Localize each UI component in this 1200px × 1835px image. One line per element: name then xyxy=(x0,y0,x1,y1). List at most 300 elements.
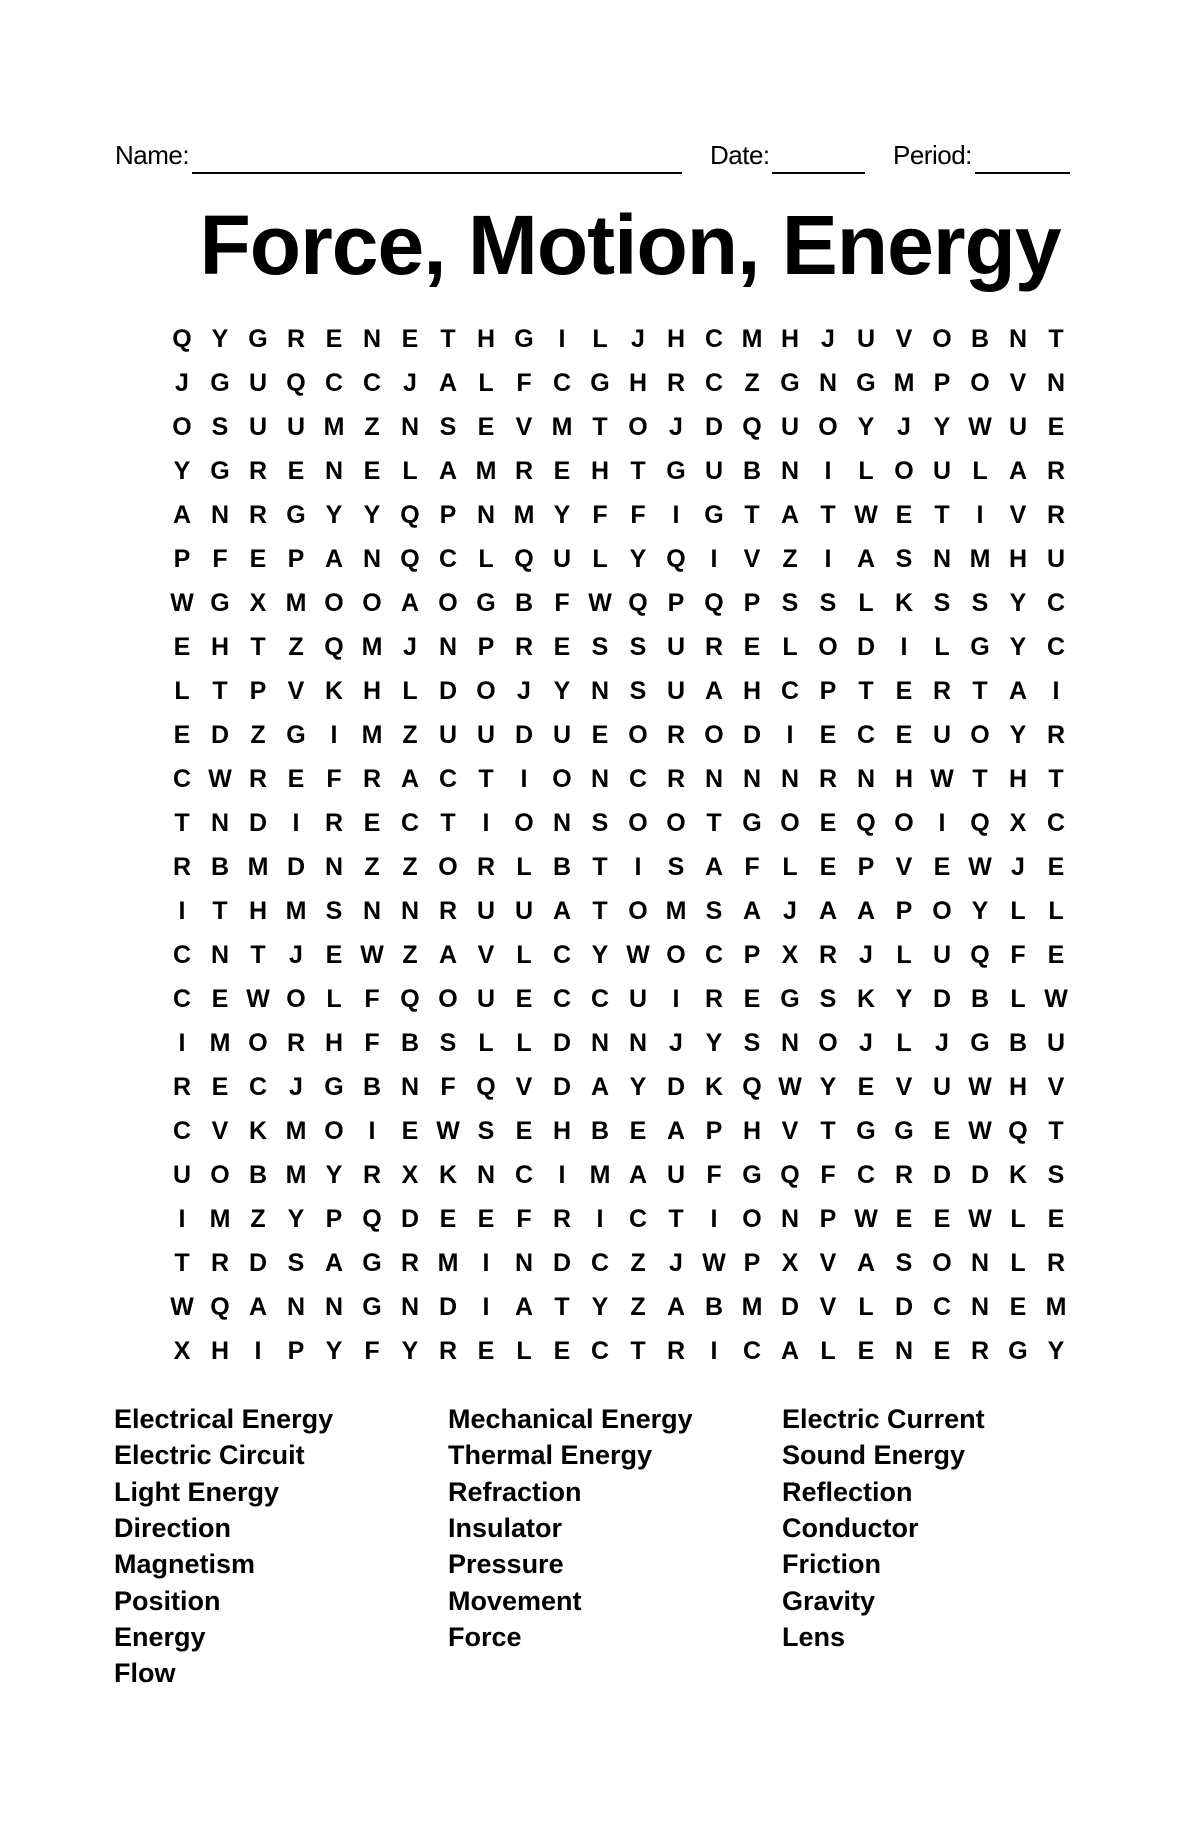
grid-letter[interactable]: R xyxy=(704,633,724,661)
grid-letter[interactable]: S xyxy=(667,853,685,881)
grid-letter[interactable]: F xyxy=(212,545,228,573)
grid-letter[interactable]: C xyxy=(172,985,192,1013)
grid-letter[interactable]: Y xyxy=(629,1073,647,1101)
grid-letter[interactable]: O xyxy=(514,809,534,837)
grid-letter[interactable]: S xyxy=(933,589,951,617)
grid-letter[interactable]: C xyxy=(856,1161,876,1189)
grid-letter[interactable]: O xyxy=(552,765,572,793)
grid-letter[interactable]: P xyxy=(819,1205,837,1233)
grid-letter[interactable]: D xyxy=(932,1161,952,1189)
grid-letter[interactable]: F xyxy=(440,1073,456,1101)
grid-letter[interactable]: M xyxy=(741,1293,763,1321)
grid-letter[interactable]: H xyxy=(210,1337,230,1365)
grid-letter[interactable]: J xyxy=(289,1073,303,1101)
grid-letter[interactable]: J xyxy=(669,1029,683,1057)
grid-letter[interactable]: G xyxy=(210,589,230,617)
grid-letter[interactable]: E xyxy=(819,721,837,749)
grid-letter[interactable]: H xyxy=(742,677,762,705)
grid-letter[interactable]: F xyxy=(364,985,380,1013)
grid-letter[interactable]: M xyxy=(247,853,269,881)
grid-letter[interactable]: T xyxy=(1048,1117,1064,1145)
grid-letter[interactable]: B xyxy=(248,1161,268,1189)
grid-letter[interactable]: Y xyxy=(553,501,571,529)
grid-letter[interactable]: U xyxy=(438,721,458,749)
grid-letter[interactable]: R xyxy=(970,1337,990,1365)
grid-letter[interactable]: N xyxy=(894,1337,914,1365)
grid-letter[interactable]: E xyxy=(249,545,267,573)
grid-letter[interactable]: N xyxy=(552,809,572,837)
grid-letter[interactable]: G xyxy=(856,1117,876,1145)
grid-letter[interactable]: K xyxy=(324,677,344,705)
grid-letter[interactable]: K xyxy=(1008,1161,1028,1189)
grid-letter[interactable]: T xyxy=(174,1249,190,1277)
grid-letter[interactable]: S xyxy=(629,633,647,661)
grid-letter[interactable]: P xyxy=(439,501,457,529)
grid-letter[interactable]: Y xyxy=(553,677,571,705)
grid-letter[interactable]: V xyxy=(819,1293,837,1321)
grid-letter[interactable]: N xyxy=(780,765,800,793)
grid-letter[interactable]: X xyxy=(249,589,267,617)
grid-letter[interactable]: D xyxy=(286,853,306,881)
grid-letter[interactable]: L xyxy=(858,457,874,485)
grid-letter[interactable]: N xyxy=(400,1293,420,1321)
grid-letter[interactable]: R xyxy=(248,457,268,485)
grid-letter[interactable]: A xyxy=(514,1293,534,1321)
grid-letter[interactable]: M xyxy=(969,545,991,573)
grid-letter[interactable]: G xyxy=(704,501,724,529)
grid-letter[interactable]: W xyxy=(170,589,194,617)
grid-letter[interactable]: L xyxy=(478,369,494,397)
grid-letter[interactable]: I xyxy=(672,501,680,529)
grid-letter[interactable]: R xyxy=(704,985,724,1013)
grid-letter[interactable]: N xyxy=(590,677,610,705)
grid-letter[interactable]: I xyxy=(368,1117,376,1145)
grid-letter[interactable]: W xyxy=(626,941,650,969)
grid-letter[interactable]: R xyxy=(438,897,458,925)
grid-letter[interactable]: E xyxy=(363,457,381,485)
grid-letter[interactable]: O xyxy=(666,941,686,969)
grid-letter[interactable]: C xyxy=(590,1249,610,1277)
grid-letter[interactable]: Z xyxy=(402,721,418,749)
grid-letter[interactable]: F xyxy=(554,589,570,617)
grid-letter[interactable]: O xyxy=(286,985,306,1013)
grid-letter[interactable]: U xyxy=(780,413,800,441)
grid-letter[interactable]: V xyxy=(781,1117,799,1145)
grid-letter[interactable]: E xyxy=(287,765,305,793)
grid-letter[interactable]: C xyxy=(780,677,800,705)
grid-letter[interactable]: P xyxy=(173,545,191,573)
grid-letter[interactable]: H xyxy=(780,325,800,353)
grid-letter[interactable]: Z xyxy=(630,1249,646,1277)
grid-letter[interactable]: K xyxy=(894,589,914,617)
grid-letter[interactable]: W xyxy=(968,1205,992,1233)
grid-letter[interactable]: S xyxy=(591,633,609,661)
grid-letter[interactable]: O xyxy=(438,985,458,1013)
grid-letter[interactable]: E xyxy=(401,325,419,353)
grid-letter[interactable]: I xyxy=(710,1337,718,1365)
grid-letter[interactable]: H xyxy=(248,897,268,925)
name-blank[interactable] xyxy=(192,172,682,174)
grid-letter[interactable]: E xyxy=(1047,413,1065,441)
grid-letter[interactable]: P xyxy=(819,677,837,705)
grid-letter[interactable]: Q xyxy=(400,501,420,529)
grid-letter[interactable]: T xyxy=(668,1205,684,1233)
grid-letter[interactable]: A xyxy=(552,897,572,925)
grid-letter[interactable]: O xyxy=(628,721,648,749)
grid-letter[interactable]: M xyxy=(665,897,687,925)
grid-letter[interactable]: H xyxy=(590,457,610,485)
grid-letter[interactable]: M xyxy=(589,1161,611,1189)
grid-letter[interactable]: G xyxy=(286,501,306,529)
date-blank[interactable] xyxy=(772,172,865,174)
grid-letter[interactable]: H xyxy=(666,325,686,353)
grid-letter[interactable]: H xyxy=(1008,765,1028,793)
grid-letter[interactable]: Y xyxy=(629,545,647,573)
grid-letter[interactable]: M xyxy=(741,325,763,353)
grid-letter[interactable]: C xyxy=(628,1205,648,1233)
grid-letter[interactable]: L xyxy=(896,1029,912,1057)
grid-letter[interactable]: A xyxy=(1008,677,1028,705)
grid-letter[interactable]: Q xyxy=(400,545,420,573)
grid-letter[interactable]: I xyxy=(710,1205,718,1233)
grid-letter[interactable]: I xyxy=(558,1161,566,1189)
grid-letter[interactable]: E xyxy=(743,633,761,661)
grid-letter[interactable]: O xyxy=(248,1029,268,1057)
grid-letter[interactable]: U xyxy=(172,1161,192,1189)
grid-letter[interactable]: X xyxy=(1009,809,1027,837)
grid-letter[interactable]: R xyxy=(894,1161,914,1189)
grid-letter[interactable]: E xyxy=(553,1337,571,1365)
grid-letter[interactable]: Q xyxy=(210,1293,230,1321)
grid-letter[interactable]: Z xyxy=(630,1293,646,1321)
grid-letter[interactable]: T xyxy=(212,897,228,925)
grid-letter[interactable]: V xyxy=(1047,1073,1065,1101)
grid-letter[interactable]: E xyxy=(857,1073,875,1101)
grid-letter[interactable]: E xyxy=(819,809,837,837)
grid-letter[interactable]: L xyxy=(782,633,798,661)
grid-letter[interactable]: M xyxy=(285,1161,307,1189)
grid-letter[interactable]: B xyxy=(552,853,572,881)
grid-letter[interactable]: A xyxy=(818,897,838,925)
grid-letter[interactable]: Q xyxy=(856,809,876,837)
grid-letter[interactable]: Z xyxy=(402,941,418,969)
grid-letter[interactable]: Z xyxy=(364,413,380,441)
grid-letter[interactable]: R xyxy=(818,941,838,969)
grid-letter[interactable]: R xyxy=(324,809,344,837)
grid-letter[interactable]: G xyxy=(894,1117,914,1145)
grid-letter[interactable]: L xyxy=(516,941,532,969)
grid-letter[interactable]: D xyxy=(248,809,268,837)
grid-letter[interactable]: N xyxy=(400,897,420,925)
grid-letter[interactable]: E xyxy=(895,501,913,529)
grid-letter[interactable]: G xyxy=(970,1029,990,1057)
grid-letter[interactable]: I xyxy=(634,853,642,881)
grid-letter[interactable]: J xyxy=(403,633,417,661)
grid-letter[interactable]: V xyxy=(1009,369,1027,397)
grid-letter[interactable]: W xyxy=(170,1293,194,1321)
grid-letter[interactable]: V xyxy=(287,677,305,705)
grid-letter[interactable]: R xyxy=(514,633,534,661)
grid-letter[interactable]: E xyxy=(325,325,343,353)
grid-letter[interactable]: S xyxy=(819,985,837,1013)
grid-letter[interactable]: H xyxy=(324,1029,344,1057)
grid-letter[interactable]: P xyxy=(325,1205,343,1233)
grid-letter[interactable]: C xyxy=(552,369,572,397)
grid-letter[interactable]: N xyxy=(362,897,382,925)
grid-letter[interactable]: A xyxy=(856,897,876,925)
grid-letter[interactable]: T xyxy=(630,1337,646,1365)
grid-letter[interactable]: B xyxy=(970,325,990,353)
grid-letter[interactable]: S xyxy=(591,809,609,837)
grid-letter[interactable]: D xyxy=(856,633,876,661)
grid-letter[interactable]: J xyxy=(935,1029,949,1057)
grid-letter[interactable]: G xyxy=(742,809,762,837)
grid-letter[interactable]: D xyxy=(438,677,458,705)
grid-letter[interactable]: L xyxy=(1010,1205,1026,1233)
grid-letter[interactable]: U xyxy=(1046,545,1066,573)
grid-letter[interactable]: U xyxy=(932,457,952,485)
grid-letter[interactable]: U xyxy=(628,985,648,1013)
grid-letter[interactable]: W xyxy=(360,941,384,969)
grid-letter[interactable]: Y xyxy=(173,457,191,485)
grid-letter[interactable]: T xyxy=(934,501,950,529)
grid-letter[interactable]: N xyxy=(476,501,496,529)
grid-letter[interactable]: Q xyxy=(362,1205,382,1233)
grid-letter[interactable]: Q xyxy=(628,589,648,617)
grid-letter[interactable]: E xyxy=(477,413,495,441)
grid-letter[interactable]: Z xyxy=(288,633,304,661)
grid-letter[interactable]: J xyxy=(821,325,835,353)
grid-letter[interactable]: Y xyxy=(325,1337,343,1365)
grid-letter[interactable]: T xyxy=(440,809,456,837)
grid-letter[interactable]: D xyxy=(970,1161,990,1189)
grid-letter[interactable]: Y xyxy=(591,1293,609,1321)
grid-letter[interactable]: D xyxy=(400,1205,420,1233)
grid-letter[interactable]: E xyxy=(895,1205,913,1233)
grid-letter[interactable]: O xyxy=(666,809,686,837)
grid-letter[interactable]: J xyxy=(783,897,797,925)
grid-letter[interactable]: D xyxy=(932,985,952,1013)
grid-letter[interactable]: E xyxy=(895,721,913,749)
grid-letter[interactable]: S xyxy=(819,589,837,617)
grid-letter[interactable]: R xyxy=(1046,1249,1066,1277)
grid-letter[interactable]: R xyxy=(286,325,306,353)
grid-letter[interactable]: L xyxy=(402,457,418,485)
grid-letter[interactable]: K xyxy=(248,1117,268,1145)
grid-letter[interactable]: Y xyxy=(591,941,609,969)
grid-letter[interactable]: O xyxy=(818,413,838,441)
grid-letter[interactable]: J xyxy=(669,1249,683,1277)
grid-letter[interactable]: U xyxy=(932,1073,952,1101)
grid-letter[interactable]: N xyxy=(362,325,382,353)
grid-letter[interactable]: A xyxy=(1008,457,1028,485)
grid-letter[interactable]: R xyxy=(1046,721,1066,749)
grid-letter[interactable]: F xyxy=(630,501,646,529)
grid-letter[interactable]: F xyxy=(516,1205,532,1233)
grid-letter[interactable]: I xyxy=(178,1029,186,1057)
grid-letter[interactable]: M xyxy=(551,413,573,441)
grid-letter[interactable]: V xyxy=(211,1117,229,1145)
grid-letter[interactable]: R xyxy=(172,853,192,881)
grid-letter[interactable]: W xyxy=(588,589,612,617)
grid-letter[interactable]: L xyxy=(478,1029,494,1057)
grid-letter[interactable]: N xyxy=(628,1029,648,1057)
grid-letter[interactable]: P xyxy=(705,1117,723,1145)
grid-letter[interactable]: B xyxy=(362,1073,382,1101)
grid-letter[interactable]: R xyxy=(1046,501,1066,529)
grid-letter[interactable]: S xyxy=(477,1117,495,1145)
grid-letter[interactable]: V xyxy=(477,941,495,969)
grid-letter[interactable]: I xyxy=(1052,677,1060,705)
grid-letter[interactable]: C xyxy=(324,369,344,397)
grid-letter[interactable]: C xyxy=(172,941,192,969)
grid-letter[interactable]: P xyxy=(743,589,761,617)
grid-letter[interactable]: Y xyxy=(325,501,343,529)
grid-letter[interactable]: G xyxy=(666,457,686,485)
grid-letter[interactable]: I xyxy=(976,501,984,529)
grid-letter[interactable]: N xyxy=(362,545,382,573)
grid-letter[interactable]: I xyxy=(824,457,832,485)
grid-letter[interactable]: L xyxy=(934,633,950,661)
grid-letter[interactable]: S xyxy=(439,1029,457,1057)
grid-letter[interactable]: C xyxy=(628,765,648,793)
grid-letter[interactable]: V xyxy=(1009,501,1027,529)
grid-letter[interactable]: O xyxy=(818,1029,838,1057)
grid-letter[interactable]: I xyxy=(558,325,566,353)
grid-letter[interactable]: W xyxy=(1044,985,1068,1013)
grid-letter[interactable]: M xyxy=(285,897,307,925)
grid-letter[interactable]: A xyxy=(438,941,458,969)
grid-letter[interactable]: L xyxy=(1048,897,1064,925)
grid-letter[interactable]: R xyxy=(514,457,534,485)
grid-letter[interactable]: R xyxy=(1046,457,1066,485)
grid-letter[interactable]: S xyxy=(1047,1161,1065,1189)
grid-letter[interactable]: Y xyxy=(1009,633,1027,661)
grid-letter[interactable]: U xyxy=(248,413,268,441)
grid-letter[interactable]: O xyxy=(628,413,648,441)
grid-letter[interactable]: L xyxy=(516,1029,532,1057)
grid-letter[interactable]: N xyxy=(438,633,458,661)
grid-letter[interactable]: H xyxy=(1008,1073,1028,1101)
grid-letter[interactable]: P xyxy=(477,633,495,661)
grid-letter[interactable]: C xyxy=(362,369,382,397)
grid-letter[interactable]: E xyxy=(553,457,571,485)
grid-letter[interactable]: W xyxy=(968,413,992,441)
grid-letter[interactable]: I xyxy=(786,721,794,749)
grid-letter[interactable]: E xyxy=(173,721,191,749)
grid-letter[interactable]: C xyxy=(590,985,610,1013)
grid-letter[interactable]: P xyxy=(857,853,875,881)
grid-letter[interactable]: E xyxy=(933,1117,951,1145)
grid-letter[interactable]: Q xyxy=(172,325,192,353)
grid-letter[interactable]: A xyxy=(666,1293,686,1321)
grid-letter[interactable]: J xyxy=(859,1029,873,1057)
grid-letter[interactable]: E xyxy=(211,1073,229,1101)
grid-letter[interactable]: V xyxy=(819,1249,837,1277)
period-blank[interactable] xyxy=(975,172,1070,174)
grid-letter[interactable]: T xyxy=(820,501,836,529)
grid-letter[interactable]: E xyxy=(515,1117,533,1145)
grid-letter[interactable]: E xyxy=(363,809,381,837)
grid-letter[interactable]: B xyxy=(742,457,762,485)
grid-letter[interactable]: P xyxy=(743,1249,761,1277)
grid-letter[interactable]: G xyxy=(476,589,496,617)
grid-letter[interactable]: A xyxy=(172,501,192,529)
grid-letter[interactable]: O xyxy=(628,897,648,925)
grid-letter[interactable]: A xyxy=(704,677,724,705)
grid-letter[interactable]: R xyxy=(666,1337,686,1365)
grid-letter[interactable]: S xyxy=(781,589,799,617)
grid-letter[interactable]: G xyxy=(970,633,990,661)
grid-letter[interactable]: U xyxy=(856,325,876,353)
grid-letter[interactable]: H xyxy=(362,677,382,705)
grid-letter[interactable]: Z xyxy=(782,545,798,573)
grid-letter[interactable]: W xyxy=(968,1117,992,1145)
grid-letter[interactable]: D xyxy=(438,1293,458,1321)
grid-letter[interactable]: C xyxy=(742,1337,762,1365)
grid-letter[interactable]: W xyxy=(208,765,232,793)
grid-letter[interactable]: A xyxy=(248,1293,268,1321)
grid-letter[interactable]: P xyxy=(287,545,305,573)
grid-letter[interactable]: D xyxy=(552,1029,572,1057)
grid-letter[interactable]: Q xyxy=(1008,1117,1028,1145)
grid-letter[interactable]: K xyxy=(704,1073,724,1101)
grid-letter[interactable]: U xyxy=(1008,413,1028,441)
grid-letter[interactable]: O xyxy=(628,809,648,837)
grid-letter[interactable]: T xyxy=(440,325,456,353)
grid-letter[interactable]: L xyxy=(972,457,988,485)
grid-letter[interactable]: F xyxy=(706,1161,722,1189)
grid-letter[interactable]: O xyxy=(932,897,952,925)
grid-letter[interactable]: Y xyxy=(857,413,875,441)
grid-letter[interactable]: G xyxy=(324,1073,344,1101)
grid-letter[interactable]: E xyxy=(933,1205,951,1233)
grid-letter[interactable]: E xyxy=(515,985,533,1013)
grid-letter[interactable]: B xyxy=(970,985,990,1013)
grid-letter[interactable]: E xyxy=(933,1337,951,1365)
grid-letter[interactable]: B xyxy=(1008,1029,1028,1057)
grid-letter[interactable]: T xyxy=(250,633,266,661)
grid-letter[interactable]: C xyxy=(438,545,458,573)
grid-letter[interactable]: G xyxy=(1008,1337,1028,1365)
grid-letter[interactable]: U xyxy=(932,941,952,969)
grid-letter[interactable]: T xyxy=(706,809,722,837)
grid-letter[interactable]: I xyxy=(178,897,186,925)
grid-letter[interactable]: C xyxy=(514,1161,534,1189)
grid-letter[interactable]: N xyxy=(400,1073,420,1101)
grid-letter[interactable]: N xyxy=(932,545,952,573)
grid-letter[interactable]: F xyxy=(744,853,760,881)
grid-letter[interactable]: T xyxy=(250,941,266,969)
grid-letter[interactable]: N xyxy=(324,853,344,881)
grid-letter[interactable]: T xyxy=(1048,325,1064,353)
grid-letter[interactable]: R xyxy=(552,1205,572,1233)
grid-letter[interactable]: V xyxy=(895,325,913,353)
grid-letter[interactable]: E xyxy=(1009,1293,1027,1321)
grid-letter[interactable]: G xyxy=(210,369,230,397)
grid-letter[interactable]: D xyxy=(248,1249,268,1277)
grid-letter[interactable]: U xyxy=(476,897,496,925)
grid-letter[interactable]: F xyxy=(364,1029,380,1057)
grid-letter[interactable]: W xyxy=(968,853,992,881)
grid-letter[interactable]: N xyxy=(210,941,230,969)
grid-letter[interactable]: N xyxy=(1008,325,1028,353)
grid-letter[interactable]: J xyxy=(631,325,645,353)
grid-letter[interactable]: W xyxy=(854,1205,878,1233)
grid-letter[interactable]: E xyxy=(401,1117,419,1145)
grid-letter[interactable]: I xyxy=(710,545,718,573)
grid-letter[interactable]: M xyxy=(285,1117,307,1145)
